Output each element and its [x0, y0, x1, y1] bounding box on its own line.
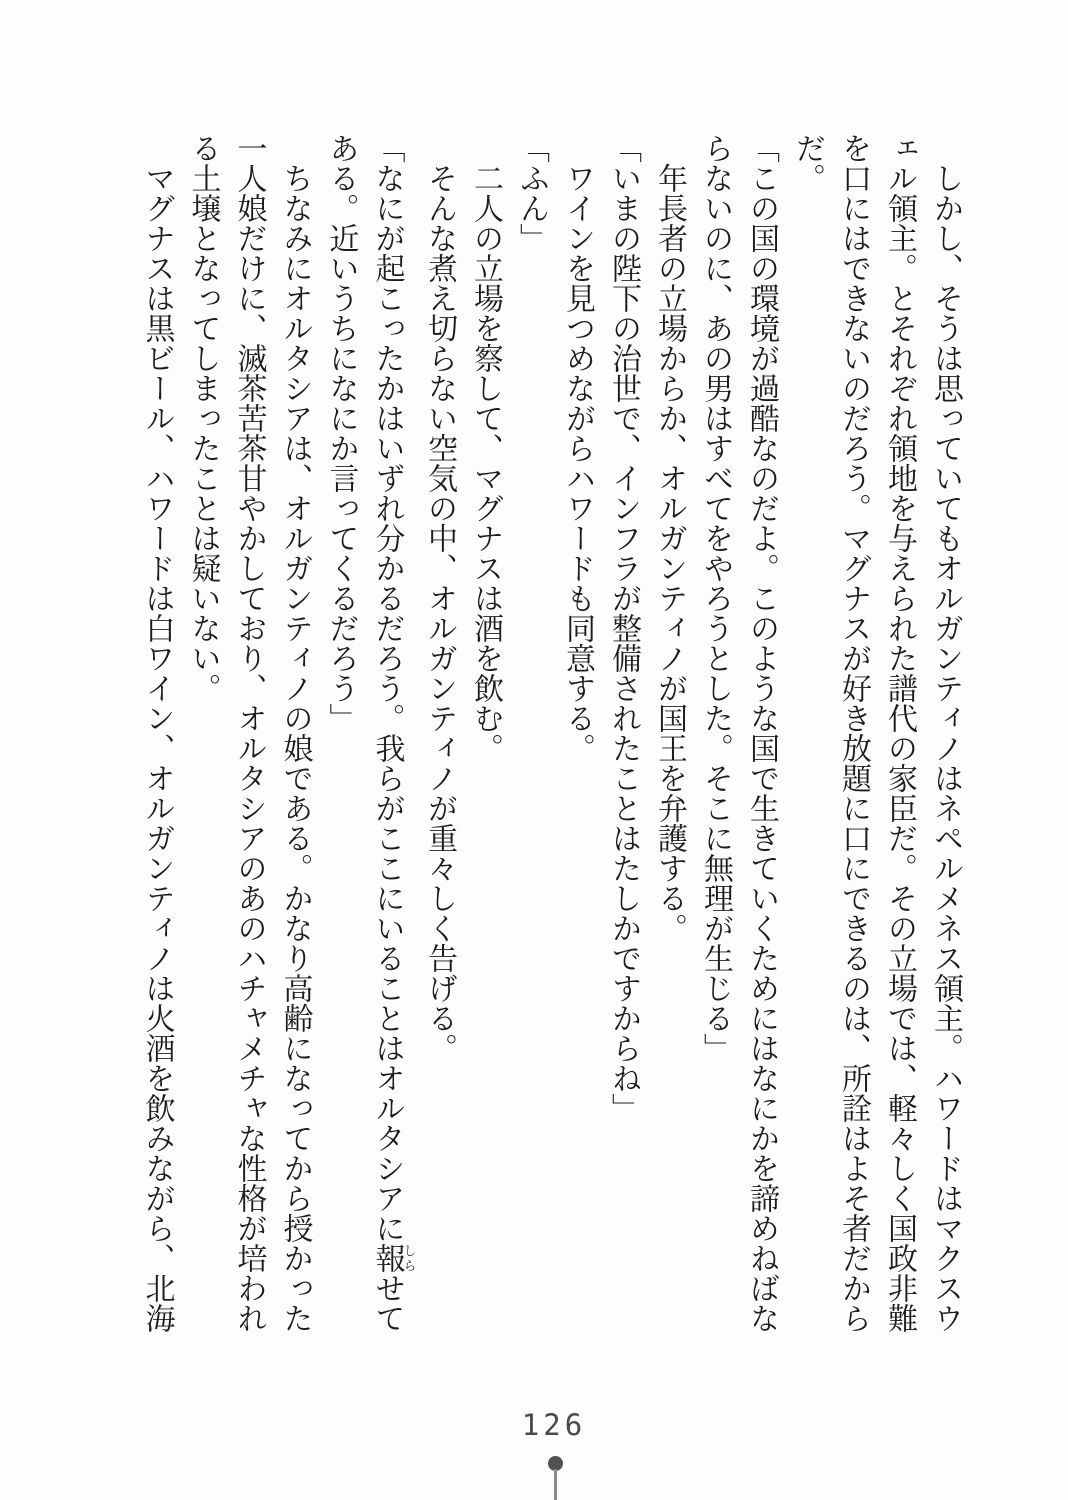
page-number: 126 — [521, 1408, 587, 1442]
text-column: マグナスは黒ビール、ハワードは白ワイン、オルガンティノは火酒を飲みながら、北海 — [140, 133, 174, 1333]
text-column: ェル領主。とそれぞれ領地を与えられた譜代の家臣だ。その立場では、軽々しく国政非難 — [883, 133, 916, 1333]
text-column: ワインを見つめながらハワードも同意する。 — [561, 133, 594, 763]
text-column: ちなみにオルタシアは、オルガンティノの娘である。かなり高齢になってから授かった — [278, 133, 312, 1333]
text-column: だ。 — [791, 133, 824, 193]
ruby-pre-text: 「なにが起こったかはいずれ分かるだろう。我らがここにいることはオルタシアに — [370, 133, 404, 1243]
text-column: ある。近いうちになにか言ってくるだろう」 — [324, 133, 358, 733]
ruby-post-text: せて — [370, 1273, 404, 1333]
text-column: 「いまの陛下の治世で、インフラが整備されたことはたしかですからね」 — [607, 133, 640, 1123]
text-column: る土壌となってしまったことは疑いない。 — [186, 133, 220, 703]
text-column: 一人娘だけに、滅茶苦茶甘やかしており、オルタシアのあのハチャメチャな性格が培われ — [232, 133, 266, 1333]
ruby-furigana: しら — [401, 1243, 417, 1273]
text-column: 年長者の立場からか、オルガンティノが国王を弁護する。 — [653, 133, 686, 943]
text-column: を口にはできないのだろう。マグナスが好き放題に口にできるのは、所詮はよそ者だから — [837, 133, 870, 1333]
ruby-annotated-word — [370, 1243, 417, 1273]
text-column-with-ruby — [364, 133, 417, 1333]
footer-pin-line-icon — [554, 1469, 557, 1500]
text-column: 二人の立場を察して、マグナスは酒を飲む。 — [469, 133, 502, 763]
ruby-base: 報 — [370, 1243, 404, 1273]
text-column: 「ふん」 — [515, 133, 548, 253]
text-column: らないのに、あの男はすべてをやろうとした。そこに無理が生じる」 — [699, 133, 732, 1063]
text-column: しかし、そうは思っていてもオルガンティノはネペルメネス領主。ハワードはマクスウ — [929, 133, 962, 1333]
text-column: そんな煮え切らない空気の中、オルガンティノが重々しく告げる。 — [423, 133, 456, 1063]
text-column: 「この国の環境が過酷なのだよ。このような国で生きていくためにはなにかを諦めねばな — [745, 133, 778, 1333]
body-text — [134, 133, 969, 1339]
